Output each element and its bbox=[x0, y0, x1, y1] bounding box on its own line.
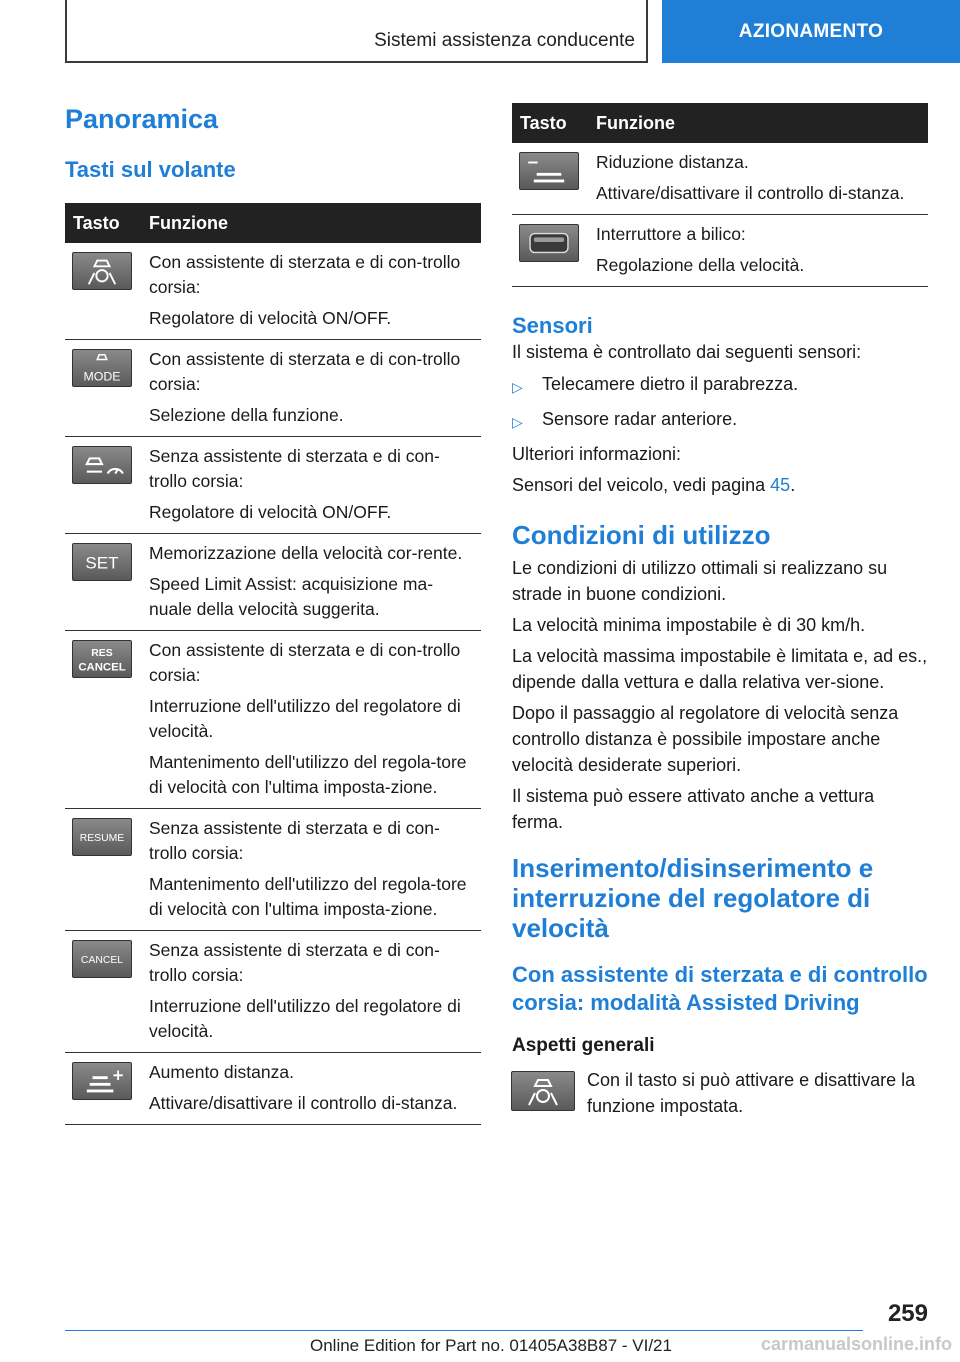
svg-text:RESUME: RESUME bbox=[79, 832, 125, 844]
table-row bbox=[512, 143, 928, 215]
right-column bbox=[512, 103, 928, 1119]
edition-note: Online Edition for Part no. 01405A38B87 - VI/21 bbox=[310, 1336, 672, 1355]
page-title: Panoramica bbox=[65, 104, 219, 134]
function-text: Mantenimento dell'utilizzo del regola-tore di velocità con l'ultima imposta-zione. bbox=[149, 874, 467, 919]
footer-divider bbox=[65, 1330, 863, 1331]
conditions-section bbox=[512, 555, 928, 835]
page-link[interactable]: 45 bbox=[770, 475, 791, 495]
key-cell bbox=[65, 437, 141, 534]
column-header-key: Tasto bbox=[65, 203, 141, 243]
conditions-heading: Condizioni di utilizzo bbox=[512, 520, 771, 550]
general-text: Con il tasto si può attivare e disattivare la funzione impostata. bbox=[587, 1070, 916, 1116]
function-text: Con assistente di sterzata e di con-trollo corsia: bbox=[149, 640, 461, 685]
function-text: Regolatore di velocità ON/OFF. bbox=[149, 502, 392, 522]
key-cell bbox=[512, 143, 588, 215]
paragraph: Il sistema può essere attivato anche a vettura ferma. bbox=[512, 786, 875, 832]
function-cell bbox=[141, 340, 481, 437]
cruise-control-icon bbox=[72, 446, 132, 484]
function-text: Riduzione distanza. bbox=[596, 152, 749, 172]
key-cell bbox=[512, 215, 588, 287]
svg-text:SET: SET bbox=[85, 553, 119, 573]
function-text: Interruttore a bilico: bbox=[596, 224, 746, 244]
resume-button-icon bbox=[72, 818, 132, 856]
function-text: Senza assistente di sterzata e di con-trollo corsia: bbox=[149, 818, 440, 863]
assisted-driving-heading: Con assistente di sterzata e di controllo corsia: modalità Assisted Driving bbox=[512, 962, 928, 1015]
paragraph: Dopo il passaggio al regolatore di velocità senza controllo distanza è possibile impostare anche velocità desiderate superiori. bbox=[512, 703, 899, 775]
cross-reference bbox=[512, 472, 928, 498]
section-heading: Tasti sul volante bbox=[65, 157, 236, 182]
steering-keys-table bbox=[65, 203, 481, 1125]
function-text: Attivare/disattivare il controllo di-stanza. bbox=[596, 183, 905, 203]
table-row bbox=[65, 340, 481, 437]
page-number: 259 bbox=[887, 1300, 928, 1327]
table-row bbox=[65, 631, 481, 809]
distance-keys-table bbox=[512, 103, 928, 287]
function-text: Regolazione della velocità. bbox=[596, 255, 805, 275]
function-text: Speed Limit Assist: acquisizione ma-nuale della velocità suggerita. bbox=[149, 574, 434, 619]
function-cell bbox=[141, 631, 481, 809]
triangle-bullet-icon: ▷ bbox=[512, 379, 523, 395]
sensors-intro: Il sistema è controllato dai seguenti sensori: bbox=[512, 342, 862, 362]
key-cell bbox=[65, 340, 141, 437]
function-cell bbox=[141, 1053, 481, 1125]
table-row bbox=[65, 437, 481, 534]
key-cell bbox=[65, 631, 141, 809]
sensors-section bbox=[512, 339, 928, 498]
cross-reference-text: Sensori del veicolo, vedi pagina bbox=[512, 475, 771, 495]
column-header-function: Funzione bbox=[588, 103, 928, 143]
function-text: Senza assistente di sterzata e di con-trollo corsia: bbox=[149, 940, 440, 985]
function-text: Senza assistente di sterzata e di con-trollo corsia: bbox=[149, 446, 440, 491]
mode-button-icon bbox=[72, 349, 132, 387]
cross-reference-end: . bbox=[790, 475, 796, 495]
list-item bbox=[512, 406, 928, 435]
table-row bbox=[65, 1053, 481, 1125]
function-text: Memorizzazione della velocità cor-rente. bbox=[149, 543, 463, 563]
left-column bbox=[65, 100, 481, 1125]
function-text: Regolatore di velocità ON/OFF. bbox=[149, 308, 392, 328]
steering-assist-icon bbox=[511, 1071, 575, 1111]
watermark: carmanualsonline.info bbox=[760, 1334, 952, 1354]
list-item-text: Sensore radar anteriore. bbox=[542, 409, 738, 429]
paragraph: Le condizioni di utilizzo ottimali si realizzano su strade in buone condizioni. bbox=[512, 558, 888, 604]
svg-text:RES: RES bbox=[91, 648, 113, 660]
list-item bbox=[512, 371, 928, 400]
function-cell bbox=[141, 243, 481, 340]
function-cell bbox=[588, 143, 928, 215]
sensors-heading: Sensori bbox=[512, 313, 593, 338]
key-cell bbox=[65, 1053, 141, 1125]
function-cell bbox=[141, 437, 481, 534]
paragraph: La velocità minima impostabile è di 30 km/h. bbox=[512, 615, 866, 635]
function-text: Con assistente di sterzata e di con-trollo corsia: bbox=[149, 252, 461, 297]
triangle-bullet-icon: ▷ bbox=[512, 414, 523, 430]
function-cell bbox=[141, 931, 481, 1053]
function-text: Con assistente di sterzata e di con-trollo corsia: bbox=[149, 349, 461, 394]
steering-assist-icon bbox=[72, 252, 132, 290]
res-cancel-button-icon bbox=[72, 640, 132, 678]
rocker-switch-icon bbox=[519, 224, 579, 262]
svg-text:MODE: MODE bbox=[83, 369, 121, 384]
function-cell bbox=[588, 215, 928, 287]
column-header-key: Tasto bbox=[512, 103, 588, 143]
column-header-function: Funzione bbox=[141, 203, 481, 243]
chapter-tab: AZIONAMENTO bbox=[662, 0, 960, 63]
cancel-button-icon bbox=[72, 940, 132, 978]
function-text: Aumento distanza. bbox=[149, 1062, 294, 1082]
table-row bbox=[512, 215, 928, 287]
svg-text:CANCEL: CANCEL bbox=[80, 954, 124, 966]
key-cell bbox=[65, 809, 141, 931]
section-title: Sistemi assistenza conducente bbox=[374, 30, 635, 51]
function-text: Selezione della funzione. bbox=[149, 405, 344, 425]
general-aspects-heading: Aspetti generali bbox=[512, 1035, 655, 1056]
key-cell bbox=[65, 534, 141, 631]
function-text: Interruzione dell'utilizzo del regolatore di velocità. bbox=[149, 696, 461, 741]
onoff-heading: Inserimento/disinserimento e interruzione del regolatore di velocità bbox=[512, 853, 874, 943]
function-cell bbox=[141, 809, 481, 931]
function-text: Attivare/disattivare il controllo di-stanza. bbox=[149, 1093, 458, 1113]
table-row bbox=[65, 243, 481, 340]
function-text: Mantenimento dell'utilizzo del regola-tore di velocità con l'ultima imposta-zione. bbox=[149, 752, 467, 797]
table-row bbox=[65, 931, 481, 1053]
function-text: Interruzione dell'utilizzo del regolatore di velocità. bbox=[149, 996, 461, 1041]
assist-key-description bbox=[512, 1067, 928, 1119]
key-cell bbox=[65, 243, 141, 340]
distance-decrease-icon bbox=[519, 152, 579, 190]
table-row bbox=[65, 809, 481, 931]
more-info-label: Ulteriori informazioni: bbox=[512, 444, 682, 464]
key-cell bbox=[65, 931, 141, 1053]
function-cell bbox=[141, 534, 481, 631]
distance-increase-icon bbox=[72, 1062, 132, 1100]
list-item-text: Telecamere dietro il parabrezza. bbox=[542, 374, 799, 394]
paragraph: La velocità massima impostabile è limitata e, ad es., dipende dalla vettura e dalla relativa ver-sione. bbox=[512, 646, 928, 692]
set-button-icon bbox=[72, 543, 132, 581]
table-row bbox=[65, 534, 481, 631]
svg-text:CANCEL: CANCEL bbox=[78, 661, 126, 674]
